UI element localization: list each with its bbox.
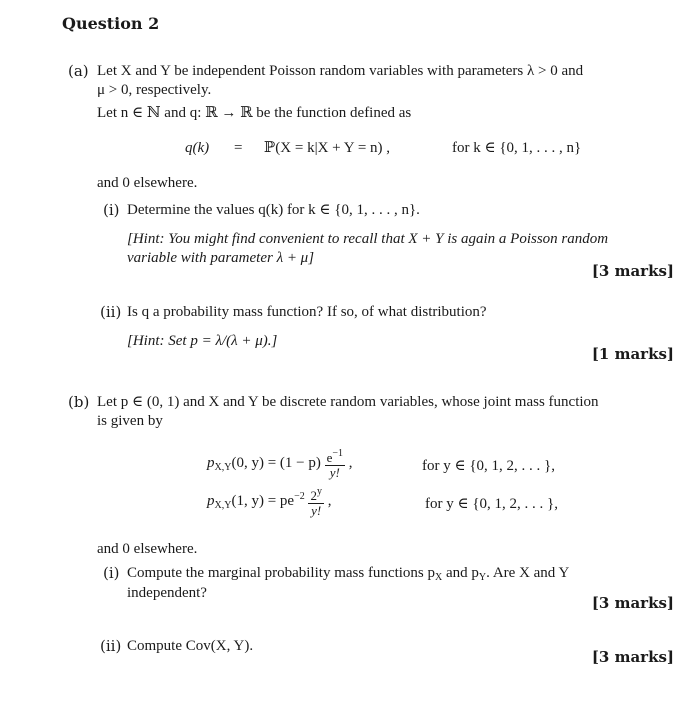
part-b-ii-label: (ii) (100, 637, 122, 655)
eq2-den: y! (311, 503, 322, 518)
part-b-line1: Let p ∈ (0, 1) and X and Y be discrete random variables, whose joint mass function (97, 394, 599, 410)
part-b-label: (b) (68, 393, 90, 411)
part-a-label: (a) (68, 62, 89, 80)
part-b-i-text-line2: independent? (127, 585, 207, 601)
part-b-i-sub-y: Y (478, 572, 487, 583)
eq1-subscript: X,Y (214, 461, 232, 473)
eq-q-sign: = (234, 140, 243, 156)
eq1-num: e (326, 450, 333, 465)
part-b-i-mid: and p (442, 565, 479, 581)
part-a-i-marks: [3 marks] (591, 262, 674, 280)
part-b-ii-marks: [3 marks] (591, 648, 674, 666)
eq1-den: y! (329, 465, 340, 480)
eq2-num: 2 (310, 488, 317, 503)
part-a-i-hint-line1: [Hint: You might find convenient to recall that X + Y is again a Poisson random (127, 231, 609, 247)
part-a-i-text: Determine the values q(k) for k ∈ {0, 1, . . . , n}. (127, 202, 420, 218)
eq2-fraction (308, 485, 324, 518)
part-b-i-marks: [3 marks] (591, 594, 674, 612)
part-b-line2: is given by (97, 413, 163, 429)
part-b-i-text1: Compute the marginal probability mass functions p (127, 565, 436, 581)
eq1-num-sup: −1 (332, 448, 344, 459)
part-a-line3: Let n ∈ ℕ and q: ℝ → ℝ be the function defined as (97, 105, 412, 121)
part-a-ii-marks: [1 marks] (591, 345, 674, 363)
eq2-comma: , (327, 492, 332, 509)
eq2-exp: −2 (294, 490, 305, 502)
part-a-else: and 0 elsewhere. (97, 175, 198, 191)
part-b-i-sub-x: X (435, 572, 443, 583)
part-a-ii-hint: [Hint: Set p = λ/(λ + μ).] (127, 333, 278, 349)
eq2-condition: for y ∈ {0, 1, 2, . . . }, (425, 496, 558, 512)
part-b-ii-text: Compute Cov(X, Y). (127, 638, 254, 654)
joint-pmf-eq1 (207, 447, 353, 480)
eq-q-condition: for k ∈ {0, 1, . . . , n} (452, 140, 582, 156)
part-b-i-label: (i) (103, 564, 120, 582)
eq1-args: (0, y) = (1 − p) (231, 454, 321, 471)
eq1-p: p (207, 454, 215, 471)
eq1-condition: for y ∈ {0, 1, 2, . . . }, (422, 458, 555, 474)
part-a-i-label: (i) (103, 201, 120, 219)
eq-q-rhs: ℙ(X = k|X + Y = n) , (264, 140, 391, 156)
eq2-args: (1, y) = pe (231, 492, 295, 509)
part-a-line2: μ > 0, respectively. (97, 82, 212, 98)
joint-pmf-eq2 (207, 485, 331, 518)
eq2-num-sup: y (316, 486, 322, 497)
part-a-ii-label: (ii) (100, 303, 122, 321)
part-a-i-hint-line2: variable with parameter λ + μ] (127, 250, 315, 266)
eq1-fraction (325, 447, 345, 480)
eq2-p: p (207, 492, 215, 509)
part-a-line1: Let X and Y be independent Poisson random variables with parameters λ > 0 and (97, 63, 584, 79)
eq2-subscript: X,Y (214, 499, 232, 511)
question-title: Question 2 (62, 14, 160, 33)
part-b-i-text2: . Are X and Y (486, 565, 570, 581)
eq1-comma: , (348, 454, 353, 471)
part-b-else: and 0 elsewhere. (97, 541, 198, 557)
part-a-ii-text: Is q a probability mass function? If so, of what distribution? (127, 304, 487, 320)
eq-q-lhs: q(k) (185, 140, 210, 156)
